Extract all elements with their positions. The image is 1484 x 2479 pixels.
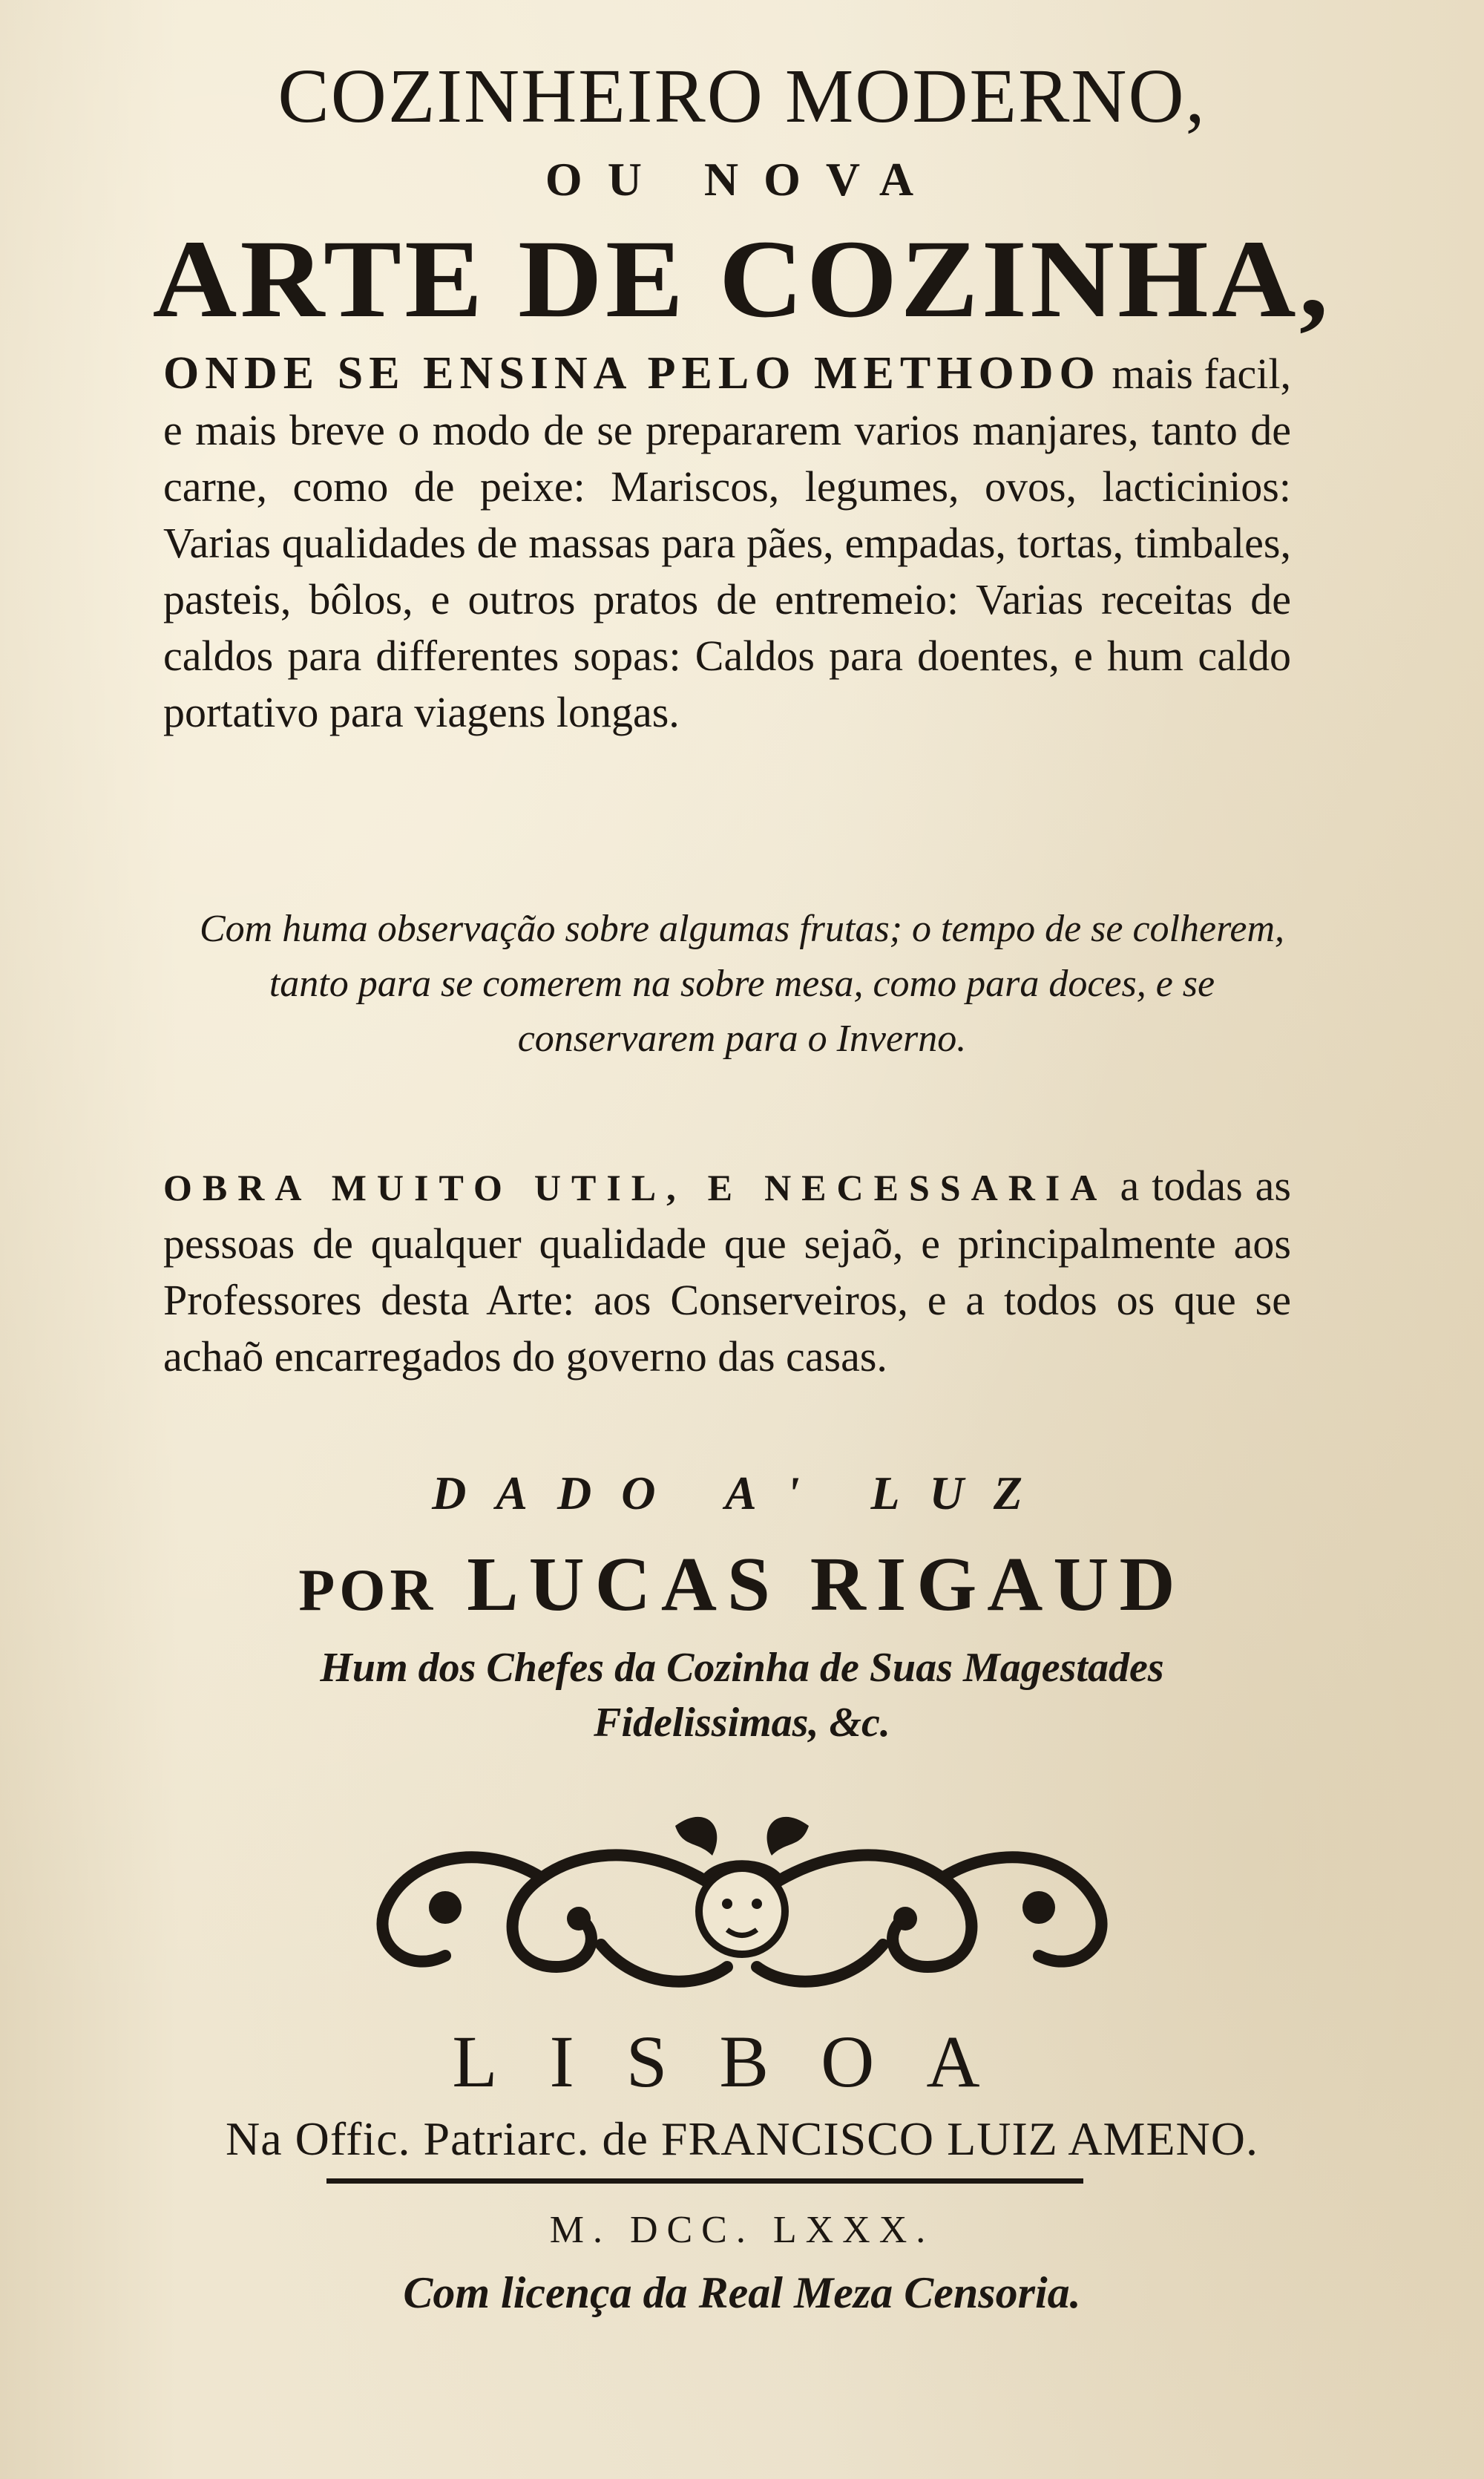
divider-rule	[326, 2178, 1083, 2184]
author-line	[0, 1540, 1484, 1628]
imprint-date: M. DCC. LXXX.	[549, 2209, 935, 2251]
imprint-press: Na Offic. Patriarc. de FRANCISCO LUIZ AMENO.	[226, 2112, 1258, 2165]
utility-paragraph	[163, 1158, 1291, 1385]
author-role-line2: Fidelissimas, &c.	[594, 1700, 890, 1746]
imprint-city: LISBOA	[452, 2020, 1032, 2103]
cherub-scroll-ornament-icon	[356, 1796, 1128, 2011]
description-lead: ONDE SE ENSINA PELO METHODO	[163, 348, 1101, 399]
author-role-line1: Hum dos Chefes da Cozinha de Suas Magestades	[320, 1645, 1164, 1691]
utility-lead: OBRA MUITO UTIL, E NECESSARIA	[163, 1167, 1108, 1208]
observation-paragraph: Com huma observação sobre algumas frutas; o tempo de se colherem, tanto para se comerem na sobre mesa, como para doces, e se conservarem para o Inverno.	[199, 908, 1285, 1060]
imprint-license: Com licença da Real Meza Censoria.	[403, 2268, 1081, 2317]
book-title-line1: COZINHEIRO MODERNO,	[278, 53, 1206, 139]
description-text: mais facil, e mais breve o modo de se prepararem varios manjares, tanto de carne, como de peixe: Mariscos, legumes, ovos, lacticinios: Varias qualidades de massas para pães, empadas, tortas, timbales, pasteis, bôlos, e outros pratos de entremeio: Varias receitas de caldos para differentes sopas: Caldos para doentes, e hum caldo portativo para viagens longas.	[163, 350, 1292, 736]
description-paragraph	[163, 345, 1291, 741]
book-title-line3: ARTE DE COZINHA,	[152, 217, 1332, 341]
author-por: POR	[298, 1558, 438, 1623]
utility-text: a todas as pessoas de qualquer qualidade que sejaõ, e principalmente aos Professores desta Arte: aos Conserveiros, e a todos os que se achaõ encarregados do governo das casas.	[163, 1162, 1291, 1381]
author-role	[0, 1640, 1484, 1750]
author-name: LUCAS RIGAUD	[467, 1542, 1186, 1627]
book-title-line2: OU NOVA	[545, 153, 939, 206]
dado-a-luz: DADO A' LUZ	[432, 1467, 1052, 1519]
